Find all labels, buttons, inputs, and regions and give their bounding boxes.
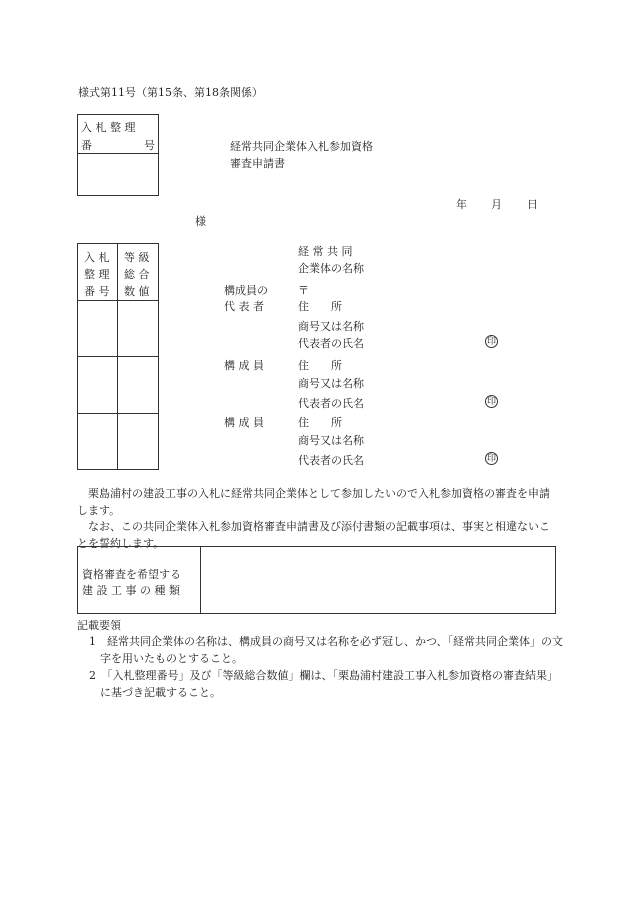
divider — [77, 356, 159, 357]
company-label: 商号又は名称 — [298, 434, 364, 447]
bid-number-header: 入 札 整 理 番 号 — [84, 251, 110, 298]
representative-role-2: 代 表 者 — [224, 300, 264, 313]
page-subtitle: 審査申請書 — [230, 157, 285, 170]
divider — [77, 300, 159, 301]
member-role: 構 成 員 — [224, 359, 264, 372]
divider — [77, 413, 159, 414]
divider — [77, 153, 159, 154]
construction-type-label-2: 建 設 工 事 の 種 類 — [82, 584, 180, 597]
body-paragraph-2: なお、この共同企業体入札参加資格審査申請書及び添付書類の記載事項は、事実と相違ないことを誓約します。 — [77, 520, 550, 550]
bid-number-field[interactable] — [88, 170, 146, 186]
postal-mark: 〒 — [298, 284, 309, 297]
note-item: 1 経常共同企業体の名称は、構成員の商号又は名称を必ず冠し、かつ、「経常共同企業体」の文字を用いたものとすること。 — [89, 635, 564, 665]
body-paragraph-1: 栗島浦村の建設工事の入札に経常共同企業体として参加したいので入札参加資格の審査を申請します。 — [77, 487, 550, 517]
address-label: 住 所 — [298, 300, 342, 313]
date-year: 年 — [456, 198, 467, 211]
date-day: 日 — [527, 198, 538, 211]
construction-type-label: 資格審査を希望する — [82, 568, 181, 581]
divider — [200, 546, 201, 614]
page-title: 経常共同企業体入札参加資格 — [230, 140, 373, 153]
note-item: 2 「入札整理番号」及び「等級総合数値」欄は、「栗島浦村建設工事入札参加資格の審査結果」に基づき記載すること。 — [89, 669, 558, 699]
rep-name-label: 代表者の氏名 — [298, 337, 364, 350]
addressee: 様 — [195, 215, 206, 228]
jv-name-label-2: 企業体の名称 — [298, 262, 364, 275]
seal-icon: 印 — [486, 454, 496, 464]
bid-number-label-right: 号 — [144, 139, 155, 152]
representative-role: 構成員の — [224, 284, 268, 297]
grade-score-header: 等 級 総 合 数 値 — [124, 251, 150, 298]
jv-name-label: 経 常 共 同 — [298, 245, 353, 258]
seal-icon: 印 — [486, 397, 496, 407]
address-label: 住 所 — [298, 359, 342, 372]
construction-type-field[interactable] — [210, 556, 546, 604]
form-number: 様式第11号（第15条、第18条関係） — [78, 86, 263, 99]
date-month: 月 — [491, 198, 502, 211]
company-label: 商号又は名称 — [298, 320, 364, 333]
rep-name-label: 代表者の氏名 — [298, 397, 364, 410]
bid-number-label-left: 番 — [81, 139, 92, 152]
notes-heading: 記載要領 — [77, 619, 121, 632]
bid-number-label: 入 札 整 理 — [81, 121, 136, 134]
member-role: 構 成 員 — [224, 416, 264, 429]
address-label: 住 所 — [298, 416, 342, 429]
seal-icon: 印 — [486, 337, 496, 347]
rep-name-label: 代表者の氏名 — [298, 454, 364, 467]
company-label: 商号又は名称 — [298, 377, 364, 390]
